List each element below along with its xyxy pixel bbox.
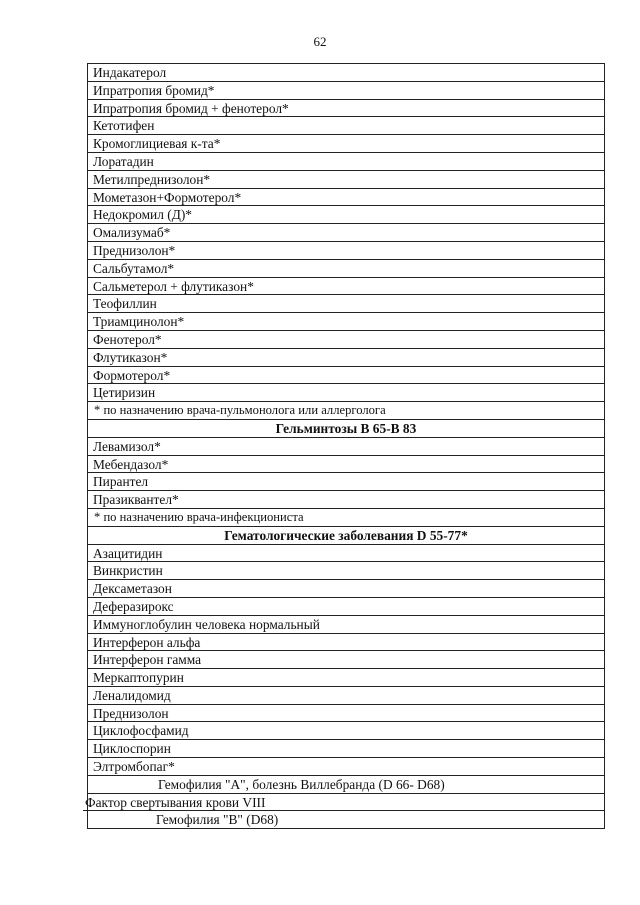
medication-row: Фактор свертывания крови VIII (83, 794, 604, 812)
medication-row: Недокромил (Д)* (88, 206, 604, 224)
medication-row: Празиквантел* (88, 491, 604, 509)
subsection-header-row: Гемофилия "В" (D68) (88, 811, 604, 829)
medication-row: Индакатерол (88, 64, 604, 82)
footnote-row: * по назначению врача-пульмонолога или аллерголога (88, 402, 604, 420)
medication-row: Триамцинолон* (88, 313, 604, 331)
medication-row: Формотерол* (88, 367, 604, 385)
medication-row: Азацитидин (88, 545, 604, 563)
section-header-row: Гематологические заболевания D 55-77* (88, 527, 604, 545)
medication-row: Омализумаб* (88, 224, 604, 242)
medication-row: Интерферон гамма (88, 651, 604, 669)
medication-row: Иммуноглобулин человека нормальный (88, 616, 604, 634)
medication-row: Интерферон альфа (88, 634, 604, 652)
section-header-row: Гельминтозы В 65-В 83 (88, 420, 604, 438)
medication-row: Лоратадин (88, 153, 604, 171)
medication-row: Элтромбопаг* (88, 758, 604, 776)
medication-row: Мебендазол* (88, 456, 604, 474)
medication-row: Циклофосфамид (88, 722, 604, 740)
medication-row: Леналидомид (88, 687, 604, 705)
medication-row: Деферазирокс (88, 598, 604, 616)
medication-row: Мометазон+Формотерол* (88, 189, 604, 207)
subsection-header-row: Гемофилия "А", болезнь Виллебранда (D 66- D68) (88, 776, 604, 794)
medication-row: Винкристин (88, 562, 604, 580)
page-number: 62 (313, 34, 327, 49)
medication-row: Пирантел (88, 473, 604, 491)
medication-row: Меркаптопурин (88, 669, 604, 687)
medication-table (87, 63, 605, 829)
medication-row: Флутиказон* (88, 349, 604, 367)
medication-row: Теофиллин (88, 295, 604, 313)
medication-row: Цетиризин (88, 384, 604, 402)
medication-row: Дексаметазон (88, 580, 604, 598)
medication-row: Сальметерол + флутиказон* (88, 278, 604, 296)
medication-row: Преднизолон* (88, 242, 604, 260)
medication-row: Фенотерол* (88, 331, 604, 349)
medication-row: Ипратропия бромид* (88, 82, 604, 100)
medication-row: Преднизолон (88, 705, 604, 723)
footnote-row: * по назначению врача-инфекциониста (88, 509, 604, 527)
medication-row: Кетотифен (88, 117, 604, 135)
medication-row: Левамизол* (88, 438, 604, 456)
medication-row: Ипратропия бромид + фенотерол* (88, 100, 604, 118)
medication-row: Циклоспорин (88, 740, 604, 758)
medication-row: Сальбутамол* (88, 260, 604, 278)
medication-row: Кромоглициевая к-та* (88, 135, 604, 153)
medication-row: Метилпреднизолон* (88, 171, 604, 189)
